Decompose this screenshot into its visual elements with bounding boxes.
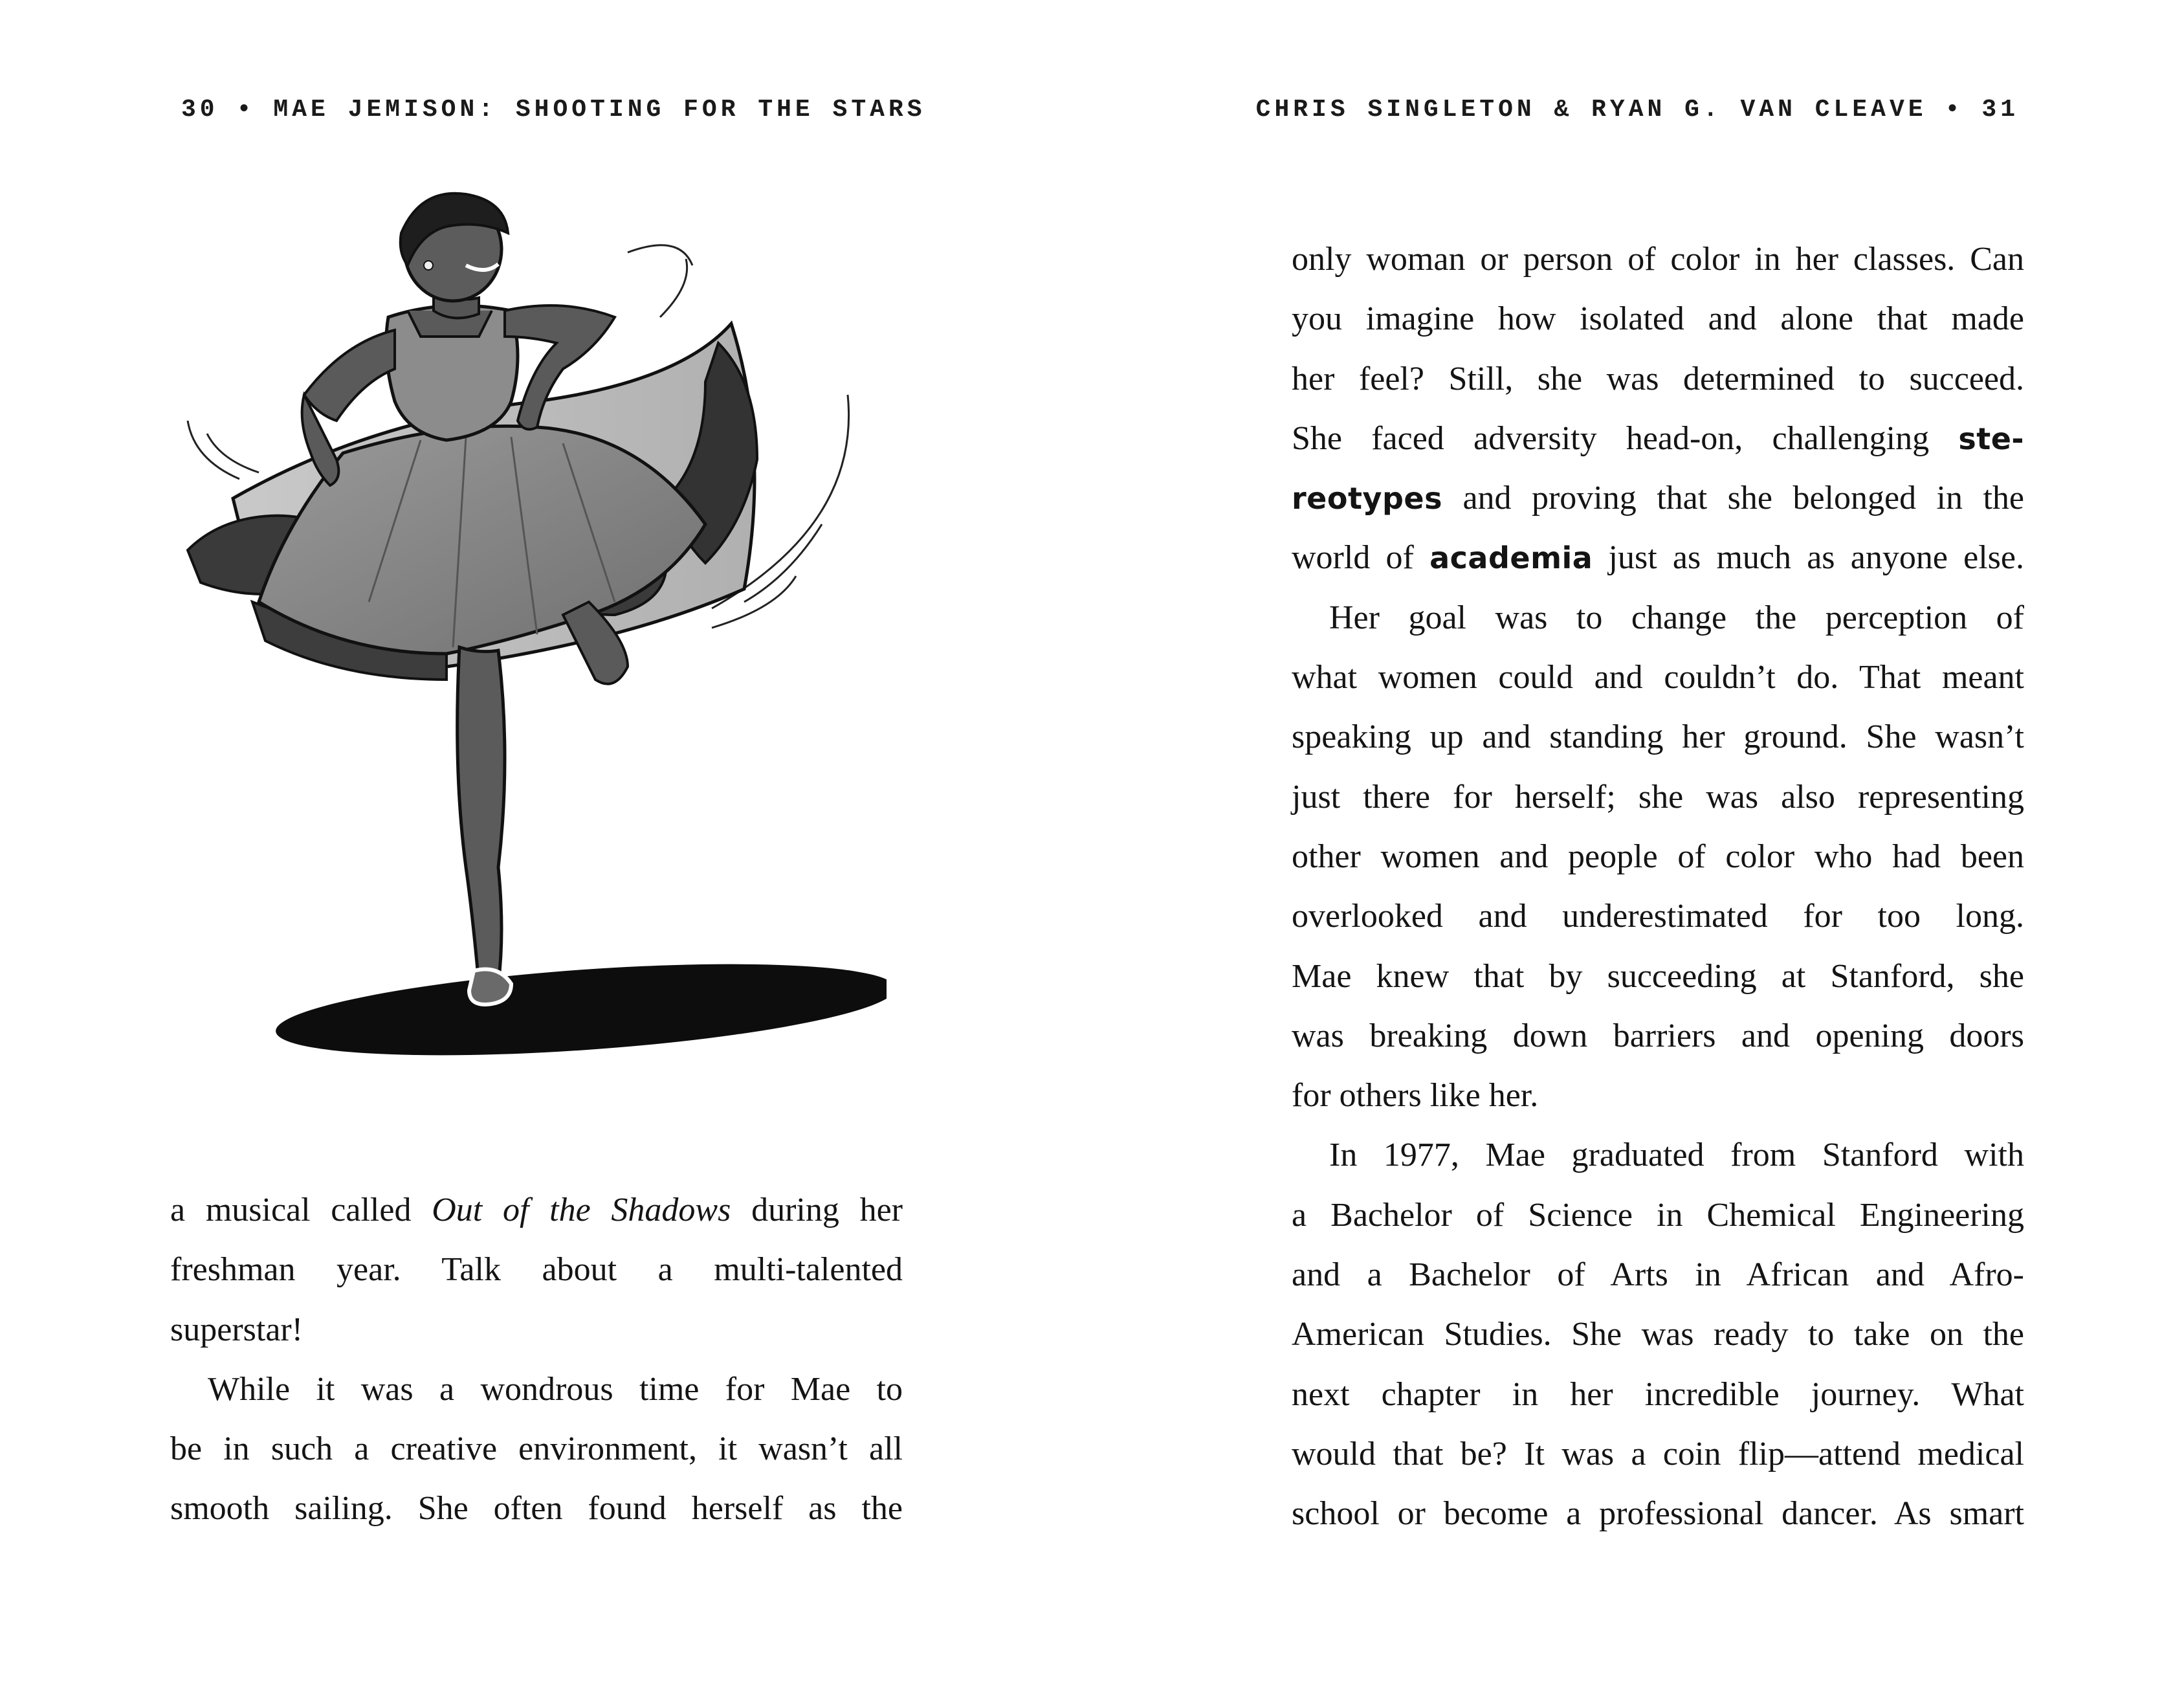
text-line: would that be? It was a coin flip—attend medical [1292, 1435, 2024, 1472]
text-line: smooth sailing. She often found herself as the [170, 1490, 903, 1527]
glossary-term-stereotypes: ste- [1958, 421, 2024, 456]
text-line: and a Bachelor of Arts in African and Afro- [1292, 1256, 2024, 1294]
right-page-body [1292, 230, 2024, 1544]
text-line: superstar! [170, 1311, 303, 1348]
text-line: American Studies. She was ready to take on the [1292, 1316, 2024, 1353]
text-line: her feel? Still, she was determined to succeed. [1292, 360, 2024, 397]
text-line: next chapter in her incredible journey. What [1292, 1375, 2024, 1413]
text-line: for others like her. [1292, 1077, 1539, 1115]
text-line: just there for herself; she was also representing [1292, 778, 2024, 816]
paragraph-start-line: Her goal was to change the perception of [1329, 599, 2024, 636]
right-running-head [1256, 96, 2019, 135]
text-line: what women could and couldn’t do. That meant [1292, 659, 2024, 696]
paragraph-start-line: While it was a wondrous time for Mae to [208, 1370, 903, 1408]
text-line: speaking up and standing her ground. She wasn’t [1292, 718, 2024, 756]
dancer-illustration [175, 188, 887, 1094]
separator-bullet: • [236, 96, 256, 124]
text-line: She faced adversity head-on, challenging ste- [1292, 419, 2024, 457]
text-line: only woman or person of color in her classes. Can [1292, 241, 2024, 278]
text-line: was breaking down barriers and opening doors [1292, 1017, 2024, 1054]
dancer-figure-icon [175, 188, 887, 1094]
text-line: Mae knew that by succeeding at Stanford, she [1292, 957, 2024, 995]
left-running-head [181, 96, 926, 135]
authors: CHRIS SINGLETON & RYAN G. VAN CLEAVE [1255, 96, 1927, 124]
text-line: be in such a creative environment, it wasn’t all [170, 1430, 903, 1468]
separator-bullet: • [1945, 96, 1964, 124]
text-line: a musical called Out of the Shadows during her [170, 1192, 903, 1228]
paragraph-start-line: In 1977, Mae graduated from Stanford with [1329, 1137, 2024, 1174]
text-line: you imagine how isolated and alone that made [1292, 300, 2024, 338]
text-line: world of academia just as much as anyone else. [1292, 539, 2024, 577]
text-line: freshman year. Talk about a multi-talented [170, 1251, 903, 1289]
right-page-number: 31 [1981, 96, 2019, 124]
book-title: MAE JEMISON: SHOOTING FOR THE STARS [273, 96, 926, 124]
glossary-term-stereotypes: reotypes [1292, 481, 1442, 516]
text-line: school or become a professional dancer. As smart [1292, 1495, 2024, 1533]
glossary-term-academia: academia [1429, 540, 1593, 576]
text-line: a Bachelor of Science in Chemical Engineering [1292, 1196, 2024, 1234]
left-page-body [170, 1181, 903, 1539]
text-line: reotypes and proving that she belonged in the [1292, 480, 2024, 517]
musical-title: Out of the Shadows [432, 1192, 731, 1228]
text-line: overlooked and underestimated for too long. [1292, 898, 2024, 935]
left-page-number: 30 [181, 96, 219, 124]
text-line: other women and people of color who had been [1292, 838, 2024, 875]
